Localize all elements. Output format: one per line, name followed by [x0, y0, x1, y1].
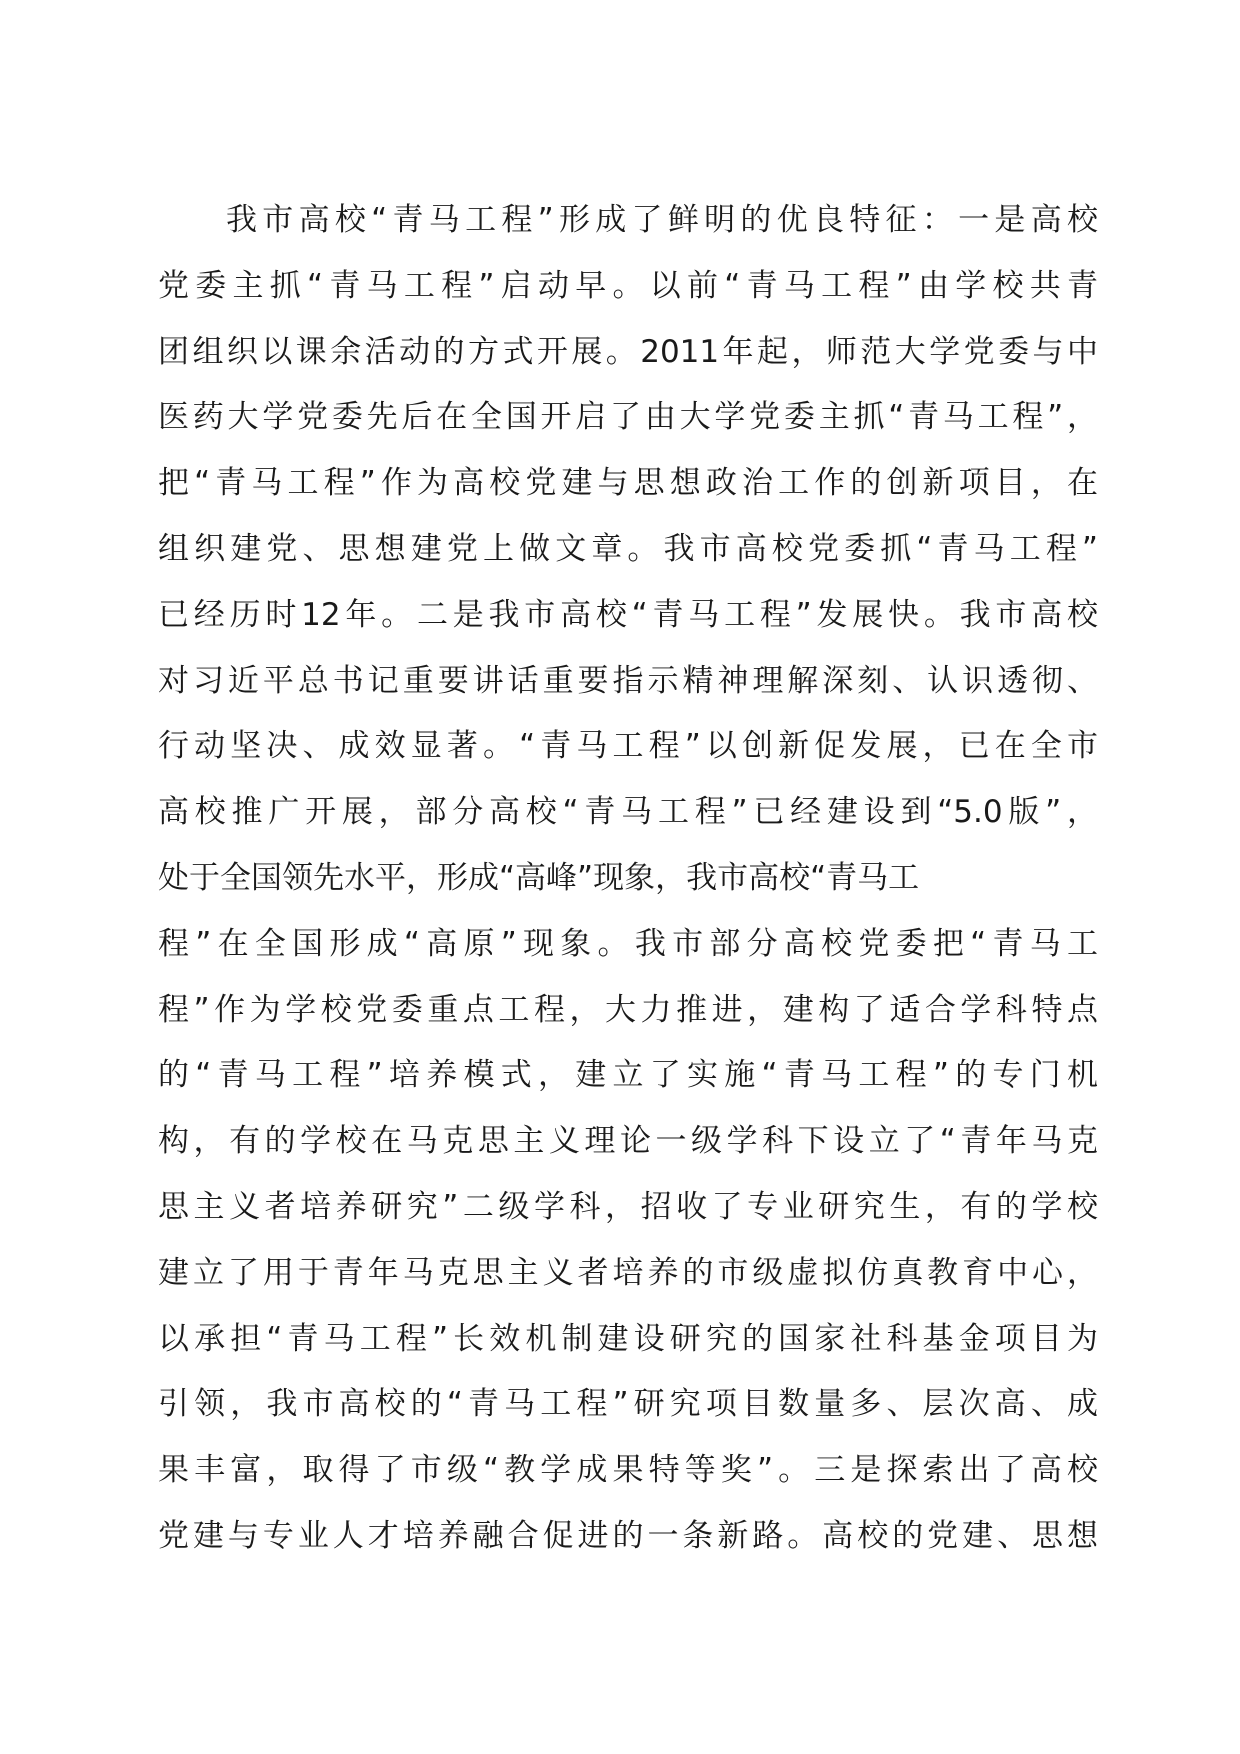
paragraph-line: 把“青马工程”作为高校党建与思想政治工作的创新项目，在	[158, 465, 1098, 502]
paragraph-line: 我市高校“青马工程”形成了鲜明的优良特征：一是高校	[226, 202, 1098, 238]
paragraph-line: 以承担“青马工程”长效机制建设研究的国家社科基金项目为	[158, 1320, 1098, 1357]
paragraph-line: 高校推广开展，部分高校“青马工程”已经建设到“5.0版”，	[158, 794, 1098, 831]
paragraph-line: 处于全国领先水平，形成“高峰”现象，我市高校“青马工	[158, 859, 920, 896]
paragraph-line: 思主义者培养研究”二级学科，招收了专业研究生，有的学校	[158, 1188, 1098, 1225]
paragraph-line: 引领，我市高校的“青马工程”研究项目数量多、层次高、成	[158, 1386, 1098, 1423]
paragraph-line: 已经历时12年。二是我市高校“青马工程”发展快。我市高校	[158, 596, 1098, 633]
paragraph-line: 对习近平总书记重要讲话重要指示精神理解深刻、认识透彻、	[158, 662, 1098, 699]
paragraph-line: 组织建党、思想建党上做文章。我市高校党委抓“青马工程”	[158, 530, 1098, 567]
paragraph-line: 的“青马工程”培养模式，建立了实施“青马工程”的专门机	[158, 1057, 1098, 1094]
paragraph-line: 果丰富，取得了市级“教学成果特等奖”。三是探索出了高校	[158, 1452, 1098, 1489]
paragraph-line: 建立了用于青年马克思主义者培养的市级虚拟仿真教育中心，	[158, 1254, 1098, 1291]
paragraph-line: 行动坚决、成效显著。“青马工程”以创新促发展，已在全市	[158, 728, 1098, 765]
paragraph-line: 医药大学党委先后在全国开启了由大学党委主抓“青马工程”，	[158, 399, 1098, 436]
paragraph-line: 团组织以课余活动的方式开展。2011年起，师范大学党委与中	[158, 333, 1098, 370]
body-paragraph	[158, 188, 1098, 1570]
paragraph-line: 党委主抓“青马工程”启动早。以前“青马工程”由学校共青	[158, 267, 1098, 304]
paragraph-line: 党建与专业人才培养融合促进的一条新路。高校的党建、思想	[158, 1517, 1098, 1554]
paragraph-line: 程”在全国形成“高原”现象。我市部分高校党委把“青马工	[158, 925, 1098, 962]
paragraph-line: 构，有的学校在马克思主义理论一级学科下设立了“青年马克	[158, 1123, 1098, 1160]
paragraph-line: 程”作为学校党委重点工程，大力推进，建构了适合学科特点	[158, 991, 1098, 1028]
